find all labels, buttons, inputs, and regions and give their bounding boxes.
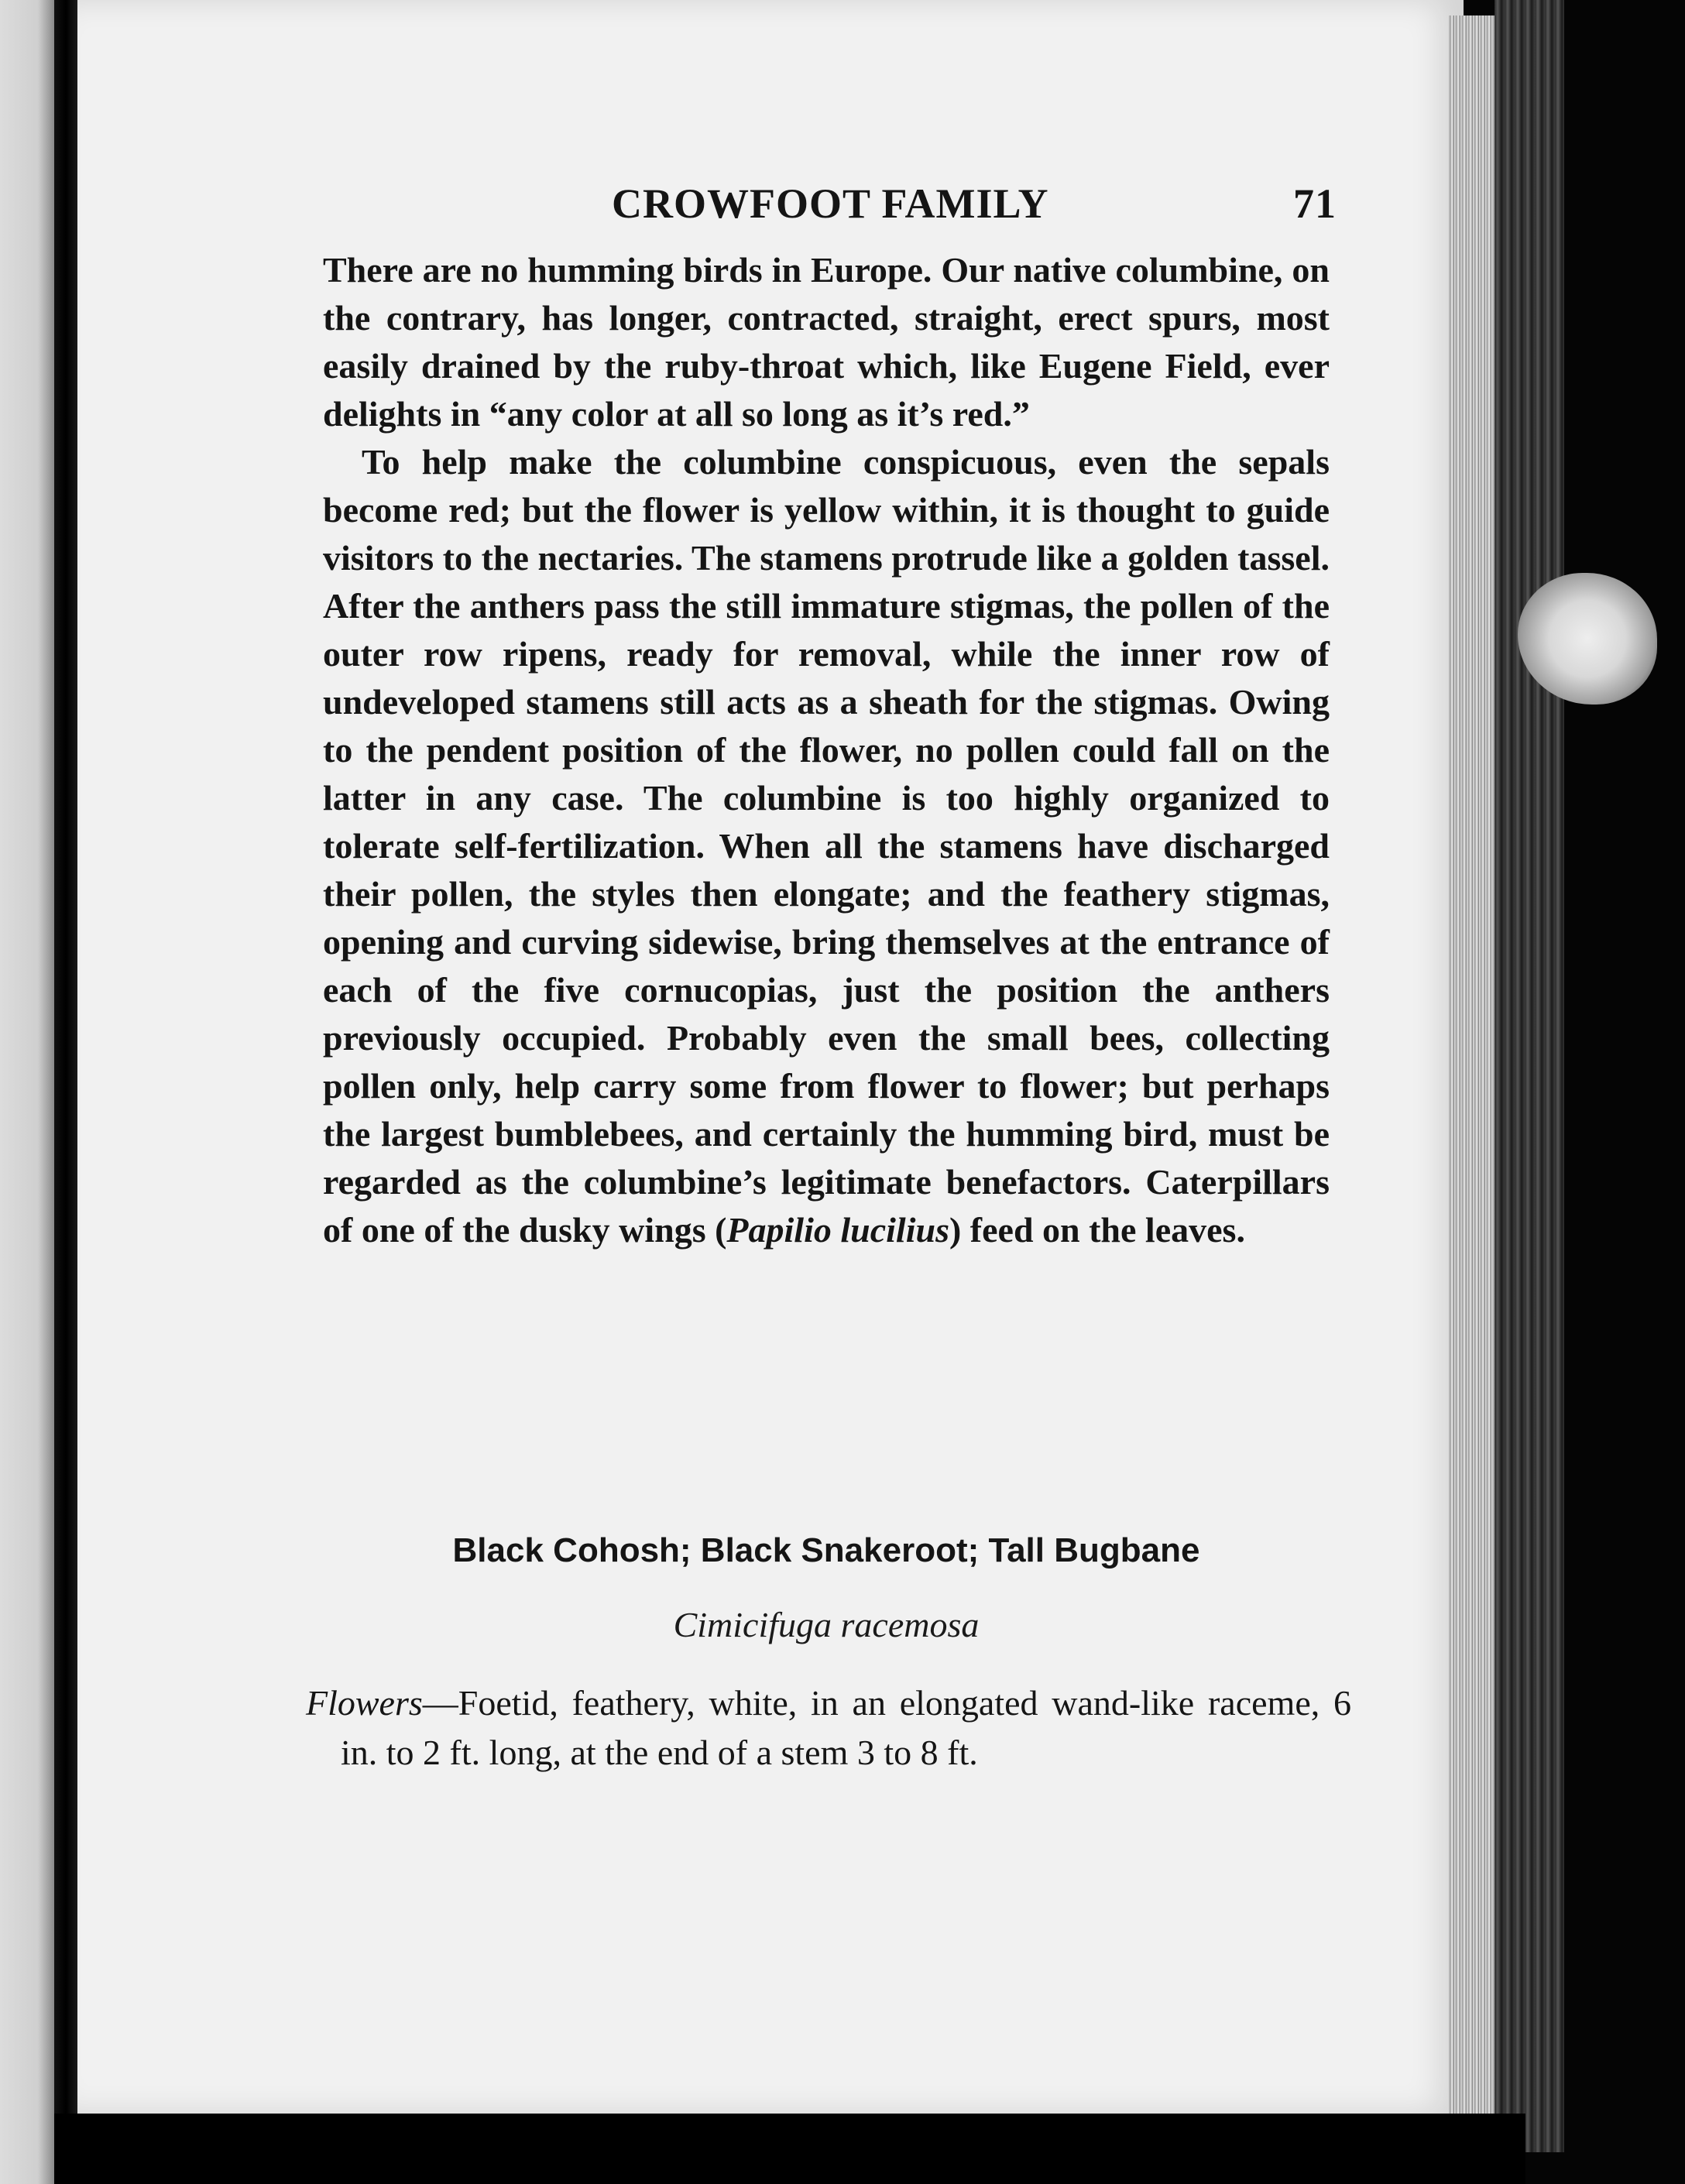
species-name: Papilio lucilius bbox=[726, 1210, 949, 1250]
paragraph-1: There are no humming birds in Europe. Our native columbine, on the contrary, has longer, contracted, straight, erect spurs, most easily drained by the ruby-throat which, like Eugene Field, ever delights in “any color at all so long as it’s red.” bbox=[323, 250, 1330, 434]
description-text: —Foetid, feathery, white, in an elongated wand-like raceme, 6 in. to 2 ft. long, at the end of a stem 3 to 8 ft. bbox=[341, 1683, 1351, 1772]
body-text bbox=[323, 246, 1330, 1254]
book-fore-edge bbox=[1495, 0, 1564, 2152]
running-head-title: CROWFOOT FAMILY bbox=[612, 180, 1049, 227]
page-edges bbox=[1448, 15, 1495, 2114]
book-page bbox=[77, 0, 1464, 2114]
page-number: 71 bbox=[1293, 180, 1337, 227]
closing-text: feed on the leaves. bbox=[961, 1210, 1245, 1250]
previous-page-edge bbox=[0, 0, 54, 2184]
bottom-shadow bbox=[54, 2114, 1525, 2184]
description-label: Flowers bbox=[306, 1683, 423, 1723]
paragraph-2: To help make the columbine conspicuous, even the sepals become red; but the flower is yellow within, it is thought to guide visitors to the nectaries. The stamens protrude like a golden tassel. After the anthers pass the still immature stigmas, the pollen of the outer row ripens, ready for removal, while the inner row of undeveloped stamens still acts as a sheath for the stigmas. Owing to the pendent position of the flower, no pollen could fall on the latter in any case. The columbine is too highly organized to tolerate self-fertilization. When all the stamens have discharged their pollen, the styles then elongate; and the feathery stigmas, opening and curving sidewise, bring themselves at the entrance of each of the five cornucopias, just the position the anthers previously occupied. Probably even the small bees, collecting pollen only, help carry some from flower to flower; but perhaps the largest bumblebees, and certainly the humming bird, must be regarded as the columbine’s legitimate benefactors. Caterpillars of one of the dusky wings (Papilio lucilius) feed on the leaves. bbox=[323, 442, 1330, 1250]
section-heading: Black Cohosh; Black Snakeroot; Tall Bugbane bbox=[452, 1531, 1200, 1569]
book-gutter bbox=[54, 0, 77, 2184]
flower-description bbox=[306, 1678, 1351, 1778]
scientific-name: Cimicifuga racemosa bbox=[673, 1605, 980, 1644]
paragraph-2-text: To help make the columbine conspicuous, even the sepals become red; but the flower is yellow within, it is thought to guide visitors to the nectaries. The stamens protrude like a golden tassel. After the anthers pass the still immature stigmas, the pollen of the outer row ripens, ready for removal, while the inner row of undeveloped stamens still acts as a sheath for the stigmas. Owing to the pendent position of the flower, no pollen could fall on the latter in any case. The columbine is too highly organized to tolerate self-fertilization. When all the stamens have discharged their pollen, the styles then elongate; and the feathery stigmas, opening and curving sidewise, bring themselves at the entrance of each of the five cornucopias, just the position the anthers previously occupied. Probably even the small bees, collecting pollen only, help carry some from flower to flower; but perhaps the largest bumblebees, and certainly the humming bird, must be regarded as the columbine’s legitimate benefactors. Caterpillars of one of the dusky wings bbox=[323, 442, 1330, 1250]
